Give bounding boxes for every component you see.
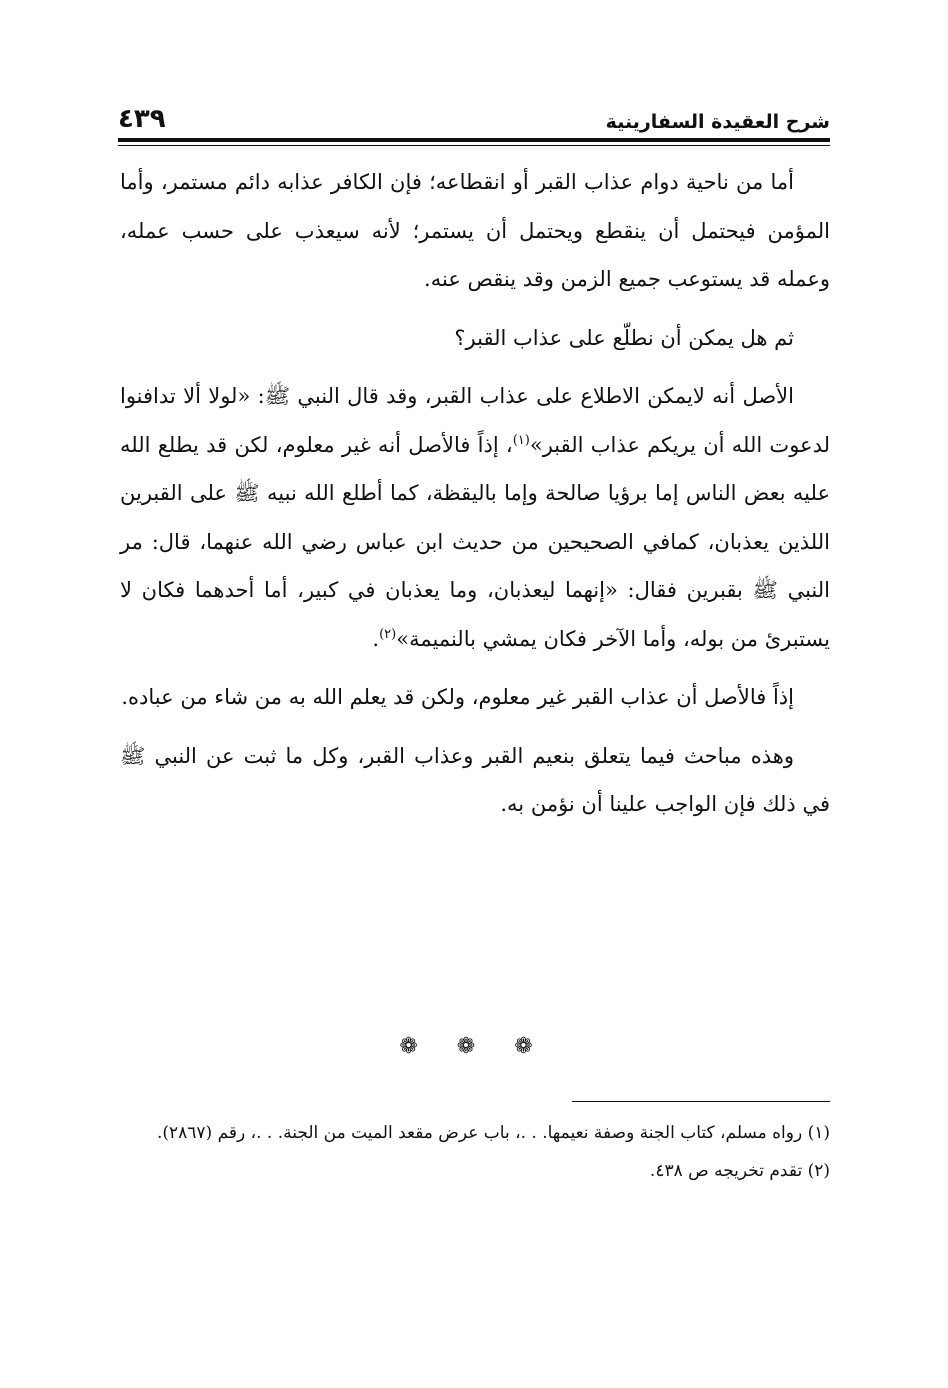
page-header [118, 92, 830, 132]
paragraph-3-text-c: . [372, 626, 380, 651]
paragraph-4: إذاً فالأصل أن عذاب القبر غير معلوم، ولكن قد يعلم الله به من شاء من عباده. [121, 685, 794, 709]
section-separator: ❁ ❁ ❁ [399, 1034, 549, 1059]
footnote-ref-2: (٢) [379, 626, 397, 642]
main-text [120, 158, 830, 839]
paragraph-1: أما من ناحية دوام عذاب القبر أو انقطاعه؛ فإن الكافر عذابه دائم مستمر، وأما المؤمن فيحتمل أن ينقطع ويحتمل أن يستمر؛ لأنه سيعذب على حسب عمله، وعمله قد يستوعب جميع الزمن وقد ينقص عنه. [120, 170, 830, 291]
page-number: ٤٣٩ [118, 104, 166, 134]
footnote-ref-1: (١) [512, 432, 530, 448]
running-title: شرح العقيدة السفارينية [605, 111, 830, 133]
footnote-2: (٢) تقدم تخريجه ص ٤٣٨. [649, 1161, 830, 1181]
paragraph-3-text-a: الأصل أنه لايمكن الاطلاع على عذاب القبر، وقد قال النبي ﷺ: «لولا ألا تدافنوا لدعوت الله أن يريكم عذاب القبر» [120, 384, 831, 457]
footnotes [120, 1114, 830, 1190]
footnote-rule [572, 1101, 830, 1102]
footnote-1: (١) رواه مسلم، كتاب الجنة وصفة نعيمها. . .، باب عرض مقعد الميت من الجنة. . .، رقم (٢٨٦٧). [156, 1123, 830, 1143]
paragraph-5: وهذه مباحث فيما يتعلق بنعيم القبر وعذاب القبر، وكل ما ثبت عن النبي ﷺ في ذلك فإن الواجب علينا أن نؤمن به. [120, 743, 830, 816]
header-rule-thick [118, 138, 830, 142]
paragraph-3 [120, 372, 830, 663]
paragraph-2: ثم هل يمكن أن نطلّع على عذاب القبر؟ [454, 325, 794, 350]
paragraph-3-text-b: ، إذاً فالأصل أنه غير معلوم، لكن قد يطلع الله عليه بعض الناس إما برؤيا صالحة وإما باليقظة، كما أطلع الله نبيه ﷺ على القبرين اللذين يعذبان، كمافي الصحيحين من حديث ابن عباس رضي الله عنهما، قال: مر النبي ﷺ بقبرين فقال: «إنهما ليعذبان، وما يعذبان في كبير، أما أحدهما فكان لا يستبرئ من بوله، وأما الآخر فكان يمشي بالنميمة» [120, 432, 830, 651]
header-rule-thin [118, 145, 830, 146]
